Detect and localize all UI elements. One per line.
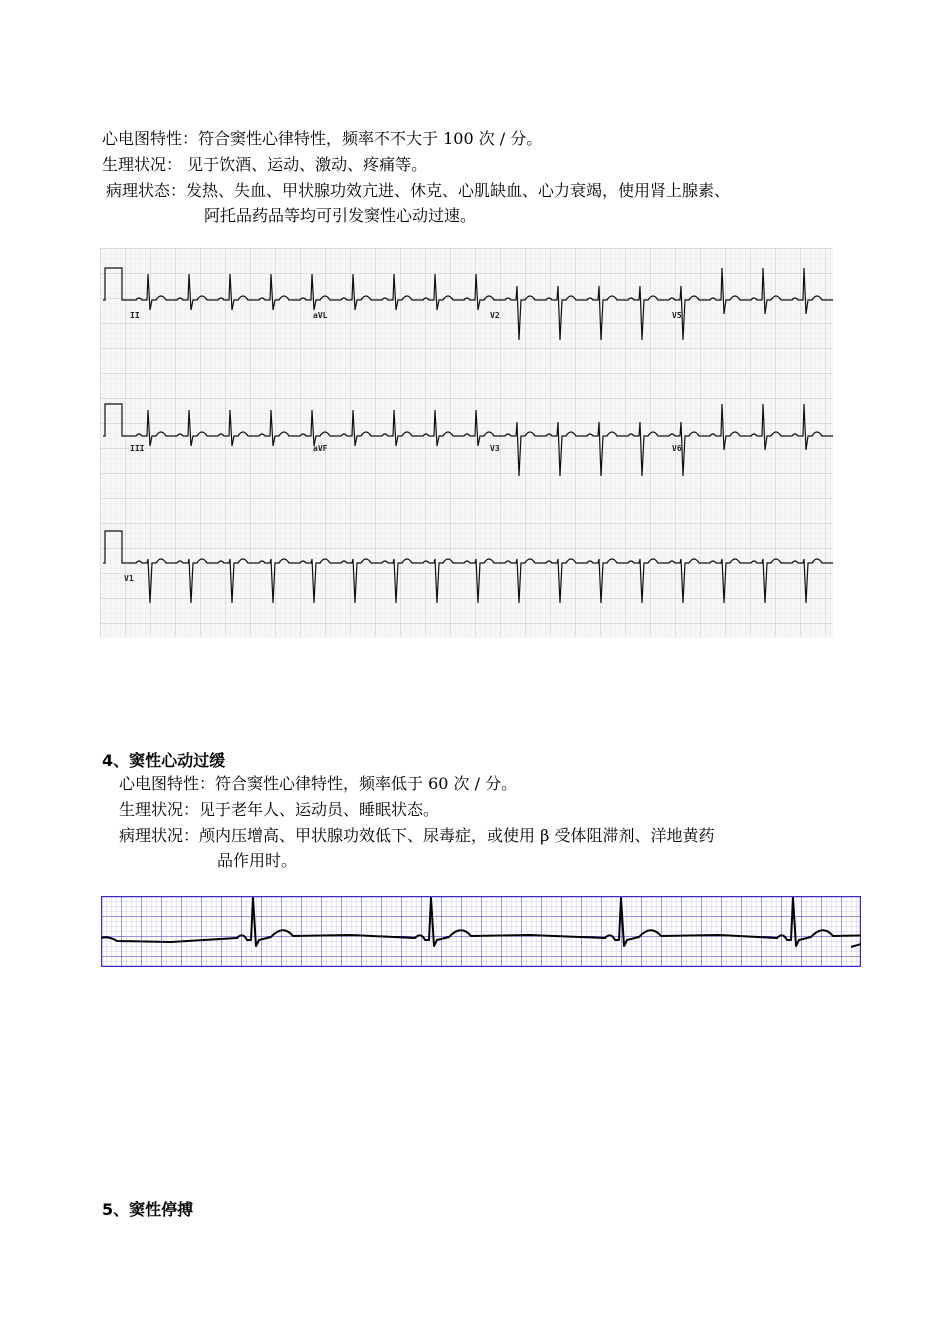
tachy-patho-text1: 发热、失血、甲状腺功效亢进、休克、心肌缺血、心力衰竭，使用肾上腺素、 — [186, 181, 731, 200]
ecg-lead-label: V1 — [124, 574, 134, 583]
tachy-patho-text2: 阿托品药品等均可引发窦性心动过速。 — [204, 206, 477, 225]
brady-phys-line: 生理状况：见于老年人、运动员、睡眠状态。 — [119, 800, 440, 819]
ecg-lead-label: II — [130, 311, 140, 320]
tachy-patho-row — [106, 180, 730, 202]
ecg-lead-label: V2 — [490, 311, 500, 320]
bradycardia-ecg-image — [101, 896, 861, 967]
ecg-lead-label: aVL — [313, 311, 328, 320]
arrest-heading: 5、窦性停搏 — [102, 1200, 194, 1219]
ecg-lead-label: aVF — [313, 444, 328, 453]
ecg-lead-label: V3 — [490, 444, 500, 453]
brady-heading: 4、窦性心动过缓 — [102, 751, 226, 770]
tachy-phys-line: 生理状况： 见于饮酒、运动、激动、疼痛等。 — [102, 155, 428, 174]
ecg-lead-label: V5 — [672, 311, 682, 320]
brady-patho-text1: 颅内压增高、甲状腺功效低下、尿毒症，或使用 β 受体阻滞剂、洋地黄药 — [199, 826, 715, 845]
tachy-ecg-line: 心电图特性：符合窦性心律特性，频率不不大于 100 次 / 分。 — [102, 129, 543, 148]
brady-patho-text2: 品作用时。 — [217, 851, 298, 870]
tachycardia-ecg-image — [100, 248, 833, 638]
ecg-lead-label: III — [130, 444, 145, 453]
brady-ecg-line: 心电图特性：符合窦性心律特性，频率低于 60 次 / 分。 — [119, 774, 518, 793]
brady-patho-row — [119, 825, 714, 847]
tachy-patho-label: 病理状态： — [106, 181, 187, 200]
brady-patho-label: 病理状况： — [119, 826, 200, 845]
ecg-lead-label: V6 — [672, 444, 682, 453]
